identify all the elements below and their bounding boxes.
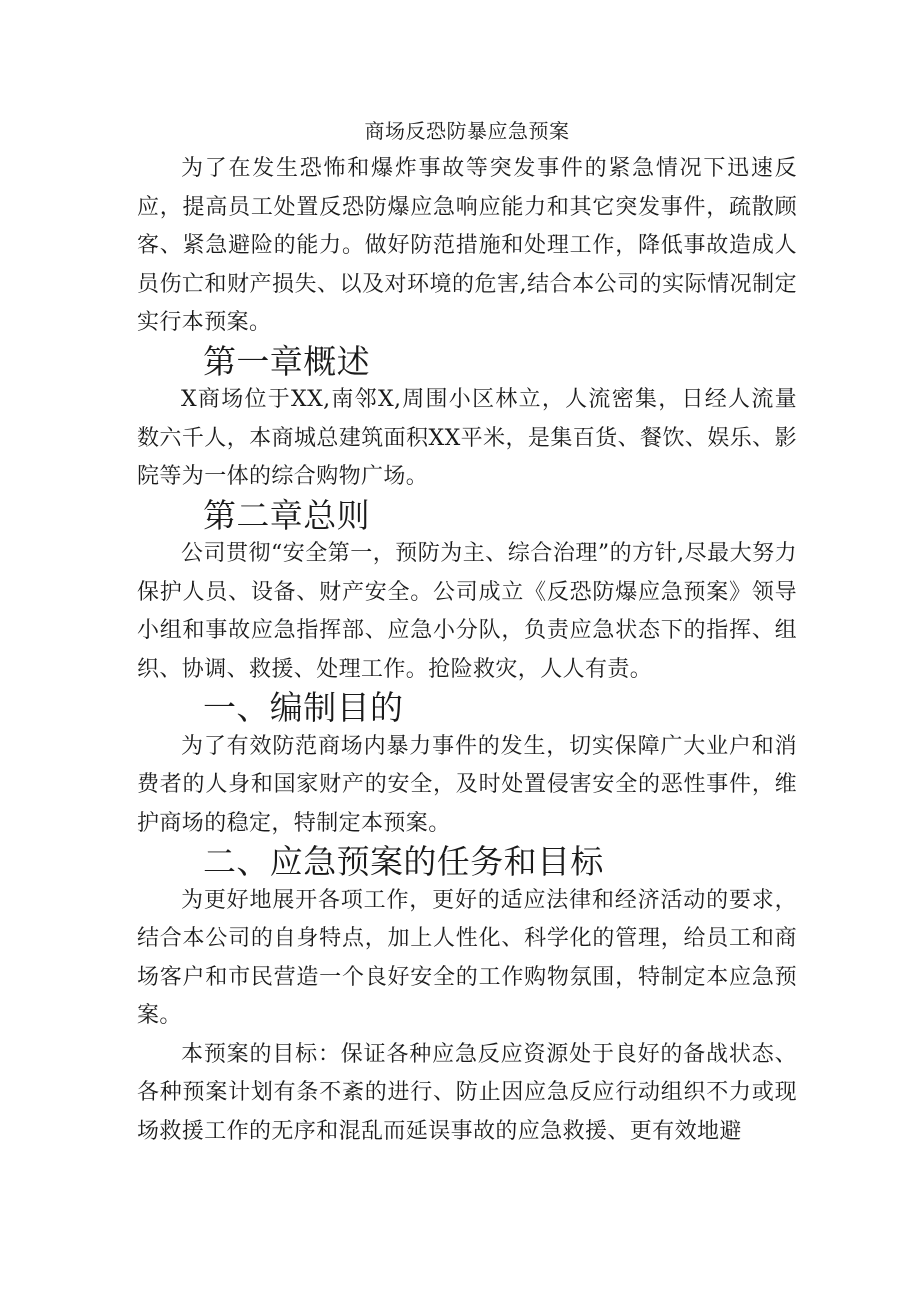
section-purpose-heading: 一、编制目的 [203,688,404,727]
paragraph-intro: 为了在发生恐怖和爆炸事故等突发事件的紧急情况下迅速反应，提高员工处置反恐防爆应急响应能力和其它突发事件，疏散顾客、紧急避险的能力。做好防范措施和处理工作，降低事故造成人员伤亡和财产损失、以及对环境的危害,结合本公司的实际情况制定实行本预案。 [137,156,797,335]
paragraph-tasks: 为更好地展开各项工作，更好的适应法律和经济活动的要求，结合本公司的自身特点，加上人性化、科学化的管理，给员工和商场客户和市民营造一个良好安全的工作购物氛围，特制定本应急预案。 [137,887,797,1028]
paragraph-general-rules: 公司贯彻“安全第一，预防为主、综合治理”的方针,尽最大努力保护人员、设备、财产安全。公司成立《反恐防爆应急预案》领导小组和事故应急指挥部、应急小分队，负责应急状态下的指挥、组织、协调、救援、处理工作。抢险救灾，人人有责。 [137,541,797,682]
document-title: 商场反恐防暴应急预案 [364,119,570,143]
chapter-one-heading: 第一章概述 [203,341,370,381]
paragraph-goals: 本预案的目标：保证各种应急反应资源处于良好的备战状态、各种预案计划有条不紊的进行、防止因应急反应行动组织不力或现场救援工作的无序和混乱而延误事故的应急救援、更有效地避 [137,1041,797,1144]
paragraph-overview: X商场位于XX,南邻X,周围小区林立，人流密集，日经人流量数六千人，本商城总建筑面积XX平米，是集百货、餐饮、娱乐、影院等为一体的综合购物广场。 [137,387,797,489]
chapter-two-heading: 第二章总则 [203,495,370,535]
document-body [137,112,797,1151]
section-tasks-heading: 二、应急预案的任务和目标 [203,842,604,881]
paragraph-purpose: 为了有效防范商场内暴力事件的发生，切实保障广大业户和消费者的人身和国家财产的安全，及时处置侵害安全的恶性事件，维护商场的稳定，特制定本预案。 [137,733,797,836]
